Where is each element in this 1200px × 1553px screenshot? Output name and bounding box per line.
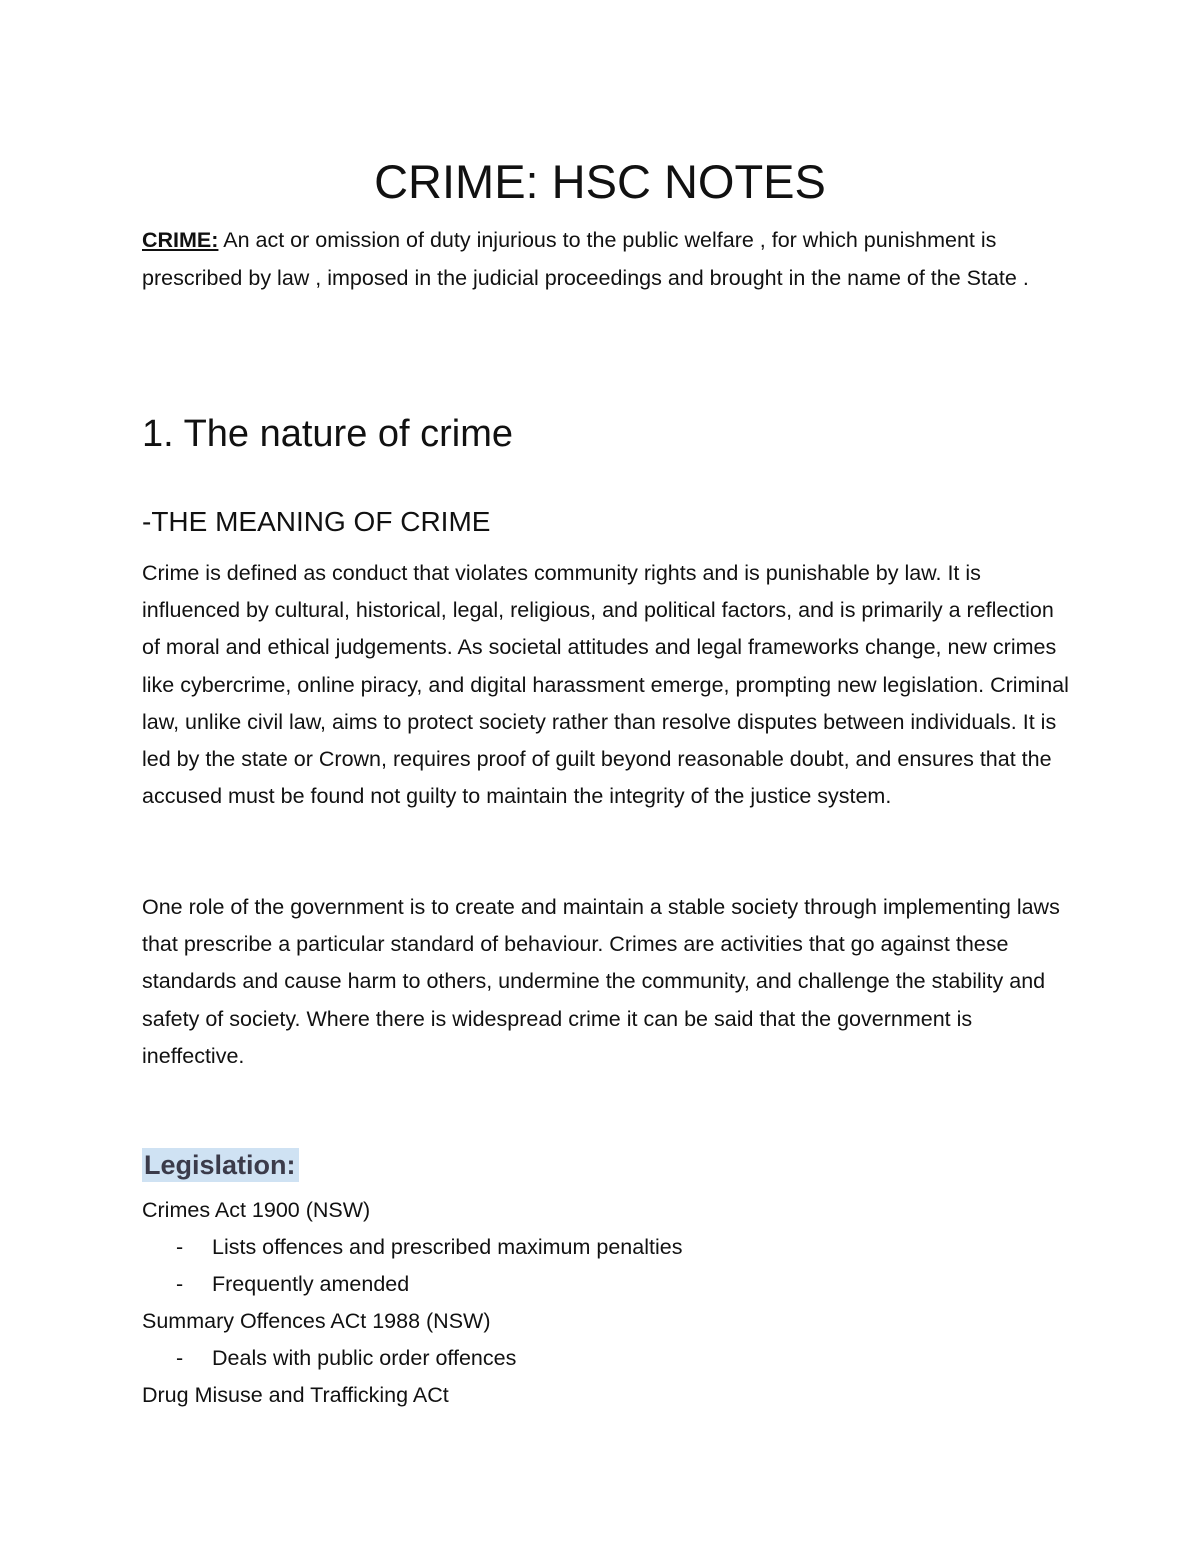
bullet-dash: - — [176, 1346, 184, 1370]
legislation-heading — [142, 1143, 299, 1187]
legislation-point — [142, 1229, 1072, 1266]
legislation-act: Summary Offences ACt 1988 (NSW) — [142, 1309, 491, 1333]
bullet-dash: - — [176, 1235, 184, 1259]
legislation-act: Drug Misuse and Trafficking ACt — [142, 1383, 449, 1407]
document-title: CRIME: HSC NOTES — [374, 155, 826, 208]
legislation-point — [142, 1340, 1072, 1377]
crime-definition — [142, 222, 1072, 297]
legislation-act: Crimes Act 1900 (NSW) — [142, 1198, 371, 1222]
legislation-point-text: Deals with public order offences — [212, 1346, 517, 1370]
legislation-point — [142, 1266, 1072, 1303]
legislation-point-text: Frequently amended — [212, 1272, 410, 1296]
legislation-point-text: Lists offences and prescribed maximum penalties — [212, 1235, 683, 1259]
section-heading: 1. The nature of crime — [142, 413, 514, 455]
legislation-heading-highlight: Legislation: — [142, 1148, 299, 1182]
legislation-list — [142, 1192, 1072, 1414]
bullet-dash: - — [176, 1272, 184, 1296]
definition-term: CRIME: — [142, 228, 219, 252]
subsection-heading: -THE MEANING OF CRIME — [142, 506, 491, 537]
paragraph-role-of-government: One role of the government is to create and maintain a stable society through implementing laws that prescribe a particular standard of behaviour. Crimes are activities that go against these standards and cause harm to others, undermine the community, and challenge the stability and safety of society. Where there is widespread crime it can be said that the government is ineffective. — [142, 895, 1060, 1068]
definition-text: An act or omission of duty injurious to the public welfare , for which punishment is prescribed by law , imposed in the judicial proceedings and brought in the name of the State . — [142, 228, 1029, 290]
paragraph-meaning-of-crime: Crime is defined as conduct that violates community rights and is punishable by law. It is influenced by cultural, historical, legal, religious, and political factors, and is primarily a reflection of moral and ethical judgements. As societal attitudes and legal frameworks change, new crimes like cybercrime, online piracy, and digital harassment emerge, prompting new legislation. Criminal law, unlike civil law, aims to protect society rather than resolve disputes between individuals. It is led by the state or Crown, requires proof of guilt beyond reasonable doubt, and ensures that the accused must be found not guilty to maintain the integrity of the justice system. — [142, 561, 1069, 809]
